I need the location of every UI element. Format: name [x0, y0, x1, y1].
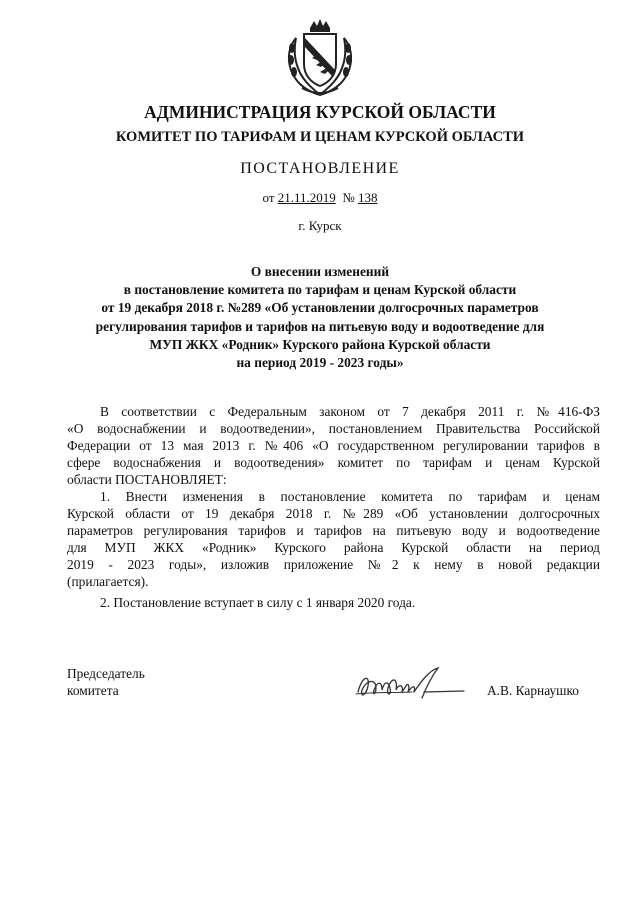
handwritten-signature	[352, 662, 470, 708]
signer-title-line: комитета	[67, 683, 119, 698]
paragraph-line: Курской области от 19 декабря 2018 г. №289 «Об установлении долгосрочных	[67, 506, 600, 521]
signer-title-line: Председатель	[67, 666, 145, 681]
document-date-line	[0, 190, 640, 206]
signer-name: А.В. Карнаушко	[487, 683, 579, 698]
document-type: ПОСТАНОВЛЕНИЕ	[240, 160, 400, 177]
clause-2-paragraph	[100, 594, 600, 611]
paragraph-line: Федерации от 13 мая 2013 г. №406 «О государственном регулировании тарифов в	[67, 438, 600, 453]
subject-line: в постановление комитета по тарифам и ценам Курской области	[123, 282, 517, 298]
paragraph-line: области ПОСТАНОВЛЯЕТ:	[67, 472, 227, 487]
paragraph-line: для МУП ЖКХ «Родник» Курского района Курской области на период	[67, 540, 600, 555]
paragraph-line: параметров регулирования тарифов и тарифов на питьевую воду и водоотведение	[67, 523, 600, 538]
subject-line: от 19 декабря 2018 г. №289 «Об установлении долгосрочных параметров	[101, 300, 539, 316]
document-subject	[50, 263, 590, 372]
subject-line: на период 2019 - 2023 годы»	[236, 355, 404, 371]
coat-of-arms-icon	[282, 18, 358, 98]
document-number: 138	[357, 190, 378, 205]
paragraph-line: В соответствии с Федеральным законом от 7 декабря 2011 г. №416-ФЗ	[100, 404, 600, 419]
date-prefix: от	[262, 190, 275, 205]
preamble-paragraph	[67, 403, 600, 488]
paragraph-line: «О водоснабжении и водоотведении», постановлением Правительства Российской	[67, 421, 600, 436]
number-prefix: №	[342, 190, 355, 205]
paragraph-line: (прилагается).	[67, 574, 149, 589]
signer-title	[67, 665, 145, 699]
paragraph-line: 2. Постановление вступает в силу с 1 января 2020 года.	[100, 595, 416, 610]
paragraph-line: 2019 - 2023 годы», изложив приложение №2 к нему в новой редакции	[67, 557, 600, 572]
subject-line: МУП ЖКХ «Родник» Курского района Курской области	[149, 336, 491, 352]
city: г. Курск	[298, 218, 342, 233]
paragraph-line: сфере водоснабжения и водоотведения» комитет по тарифам и ценам Курской	[67, 455, 600, 470]
subject-line: регулирования тарифов и тарифов на питьевую воду и водоотведение для	[95, 318, 545, 334]
paragraph-line: 1. Внести изменения в постановление комитета по тарифам и ценам	[100, 489, 600, 504]
clause-1-paragraph	[67, 488, 600, 590]
administration-title: АДМИНИСТРАЦИЯ КУРСКОЙ ОБЛАСТИ	[144, 102, 496, 122]
document-date: 21.11.2019	[277, 190, 336, 205]
committee-title: КОМИТЕТ ПО ТАРИФАМ И ЦЕНАМ КУРСКОЙ ОБЛАСТИ	[115, 129, 525, 145]
subject-line: О внесении изменений	[250, 264, 390, 279]
